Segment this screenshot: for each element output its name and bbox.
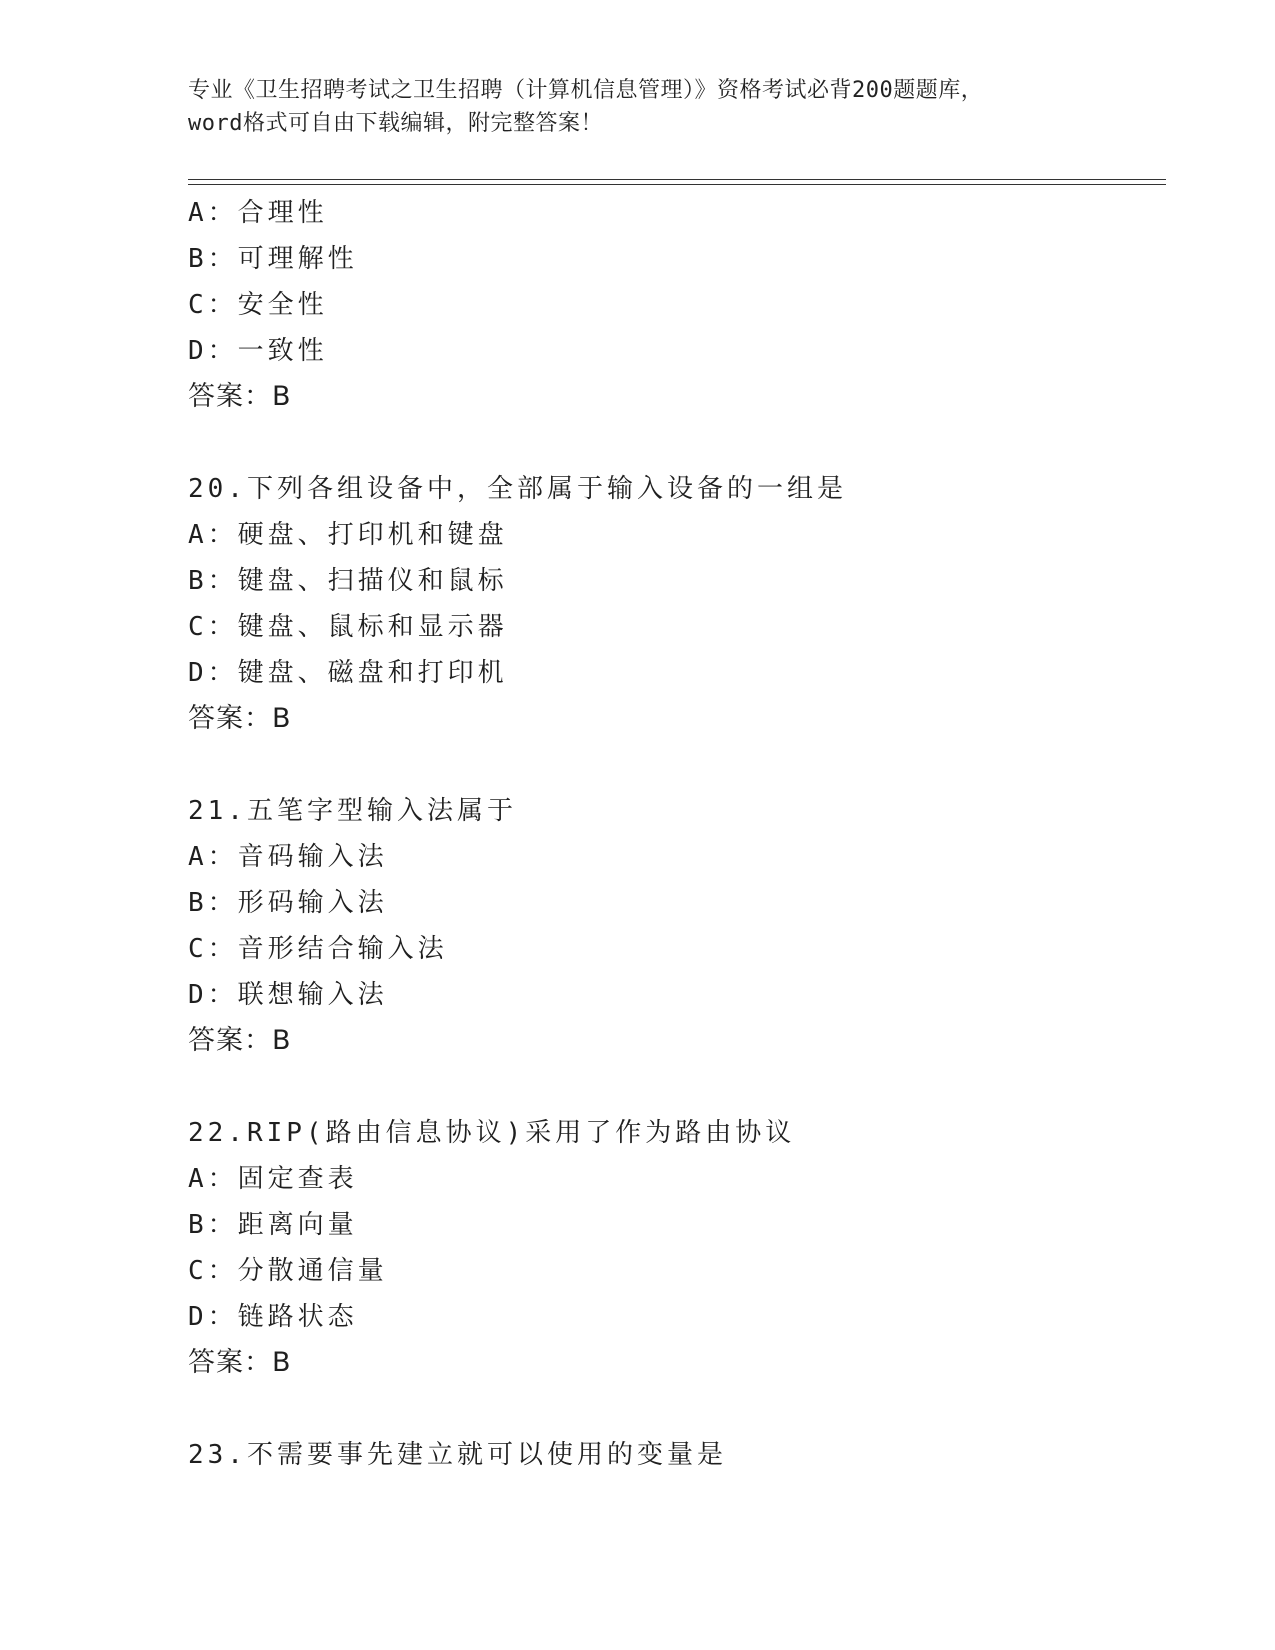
answer-line: 答案：B xyxy=(188,703,292,734)
option-c: C：键盘、鼠标和显示器 xyxy=(188,612,508,642)
option-b: B：距离向量 xyxy=(188,1210,358,1240)
option-d: D：链路状态 xyxy=(188,1302,358,1332)
option-c: C：安全性 xyxy=(188,290,328,320)
question-22: 22.RIP(路由信息协议)采用了作为路由协议 xyxy=(188,1118,796,1148)
block-spacer xyxy=(188,1064,1138,1110)
question-21: 21.五笔字型输入法属于 xyxy=(188,796,517,826)
answer-line: 答案：B xyxy=(188,1025,292,1056)
answer-line: 答案：B xyxy=(188,381,292,412)
document-header xyxy=(188,74,1088,140)
option-b: B：键盘、扫描仪和鼠标 xyxy=(188,566,508,596)
option-b: B：可理解性 xyxy=(188,244,358,274)
option-b: B：形码输入法 xyxy=(188,888,388,918)
block-spacer xyxy=(188,1386,1138,1432)
option-a: A：固定查表 xyxy=(188,1164,358,1194)
header-divider-top xyxy=(188,179,1166,180)
question-list xyxy=(188,190,1138,1478)
header-line-1: 专业《卫生招聘考试之卫生招聘（计算机信息管理）》资格考试必背200题题库， xyxy=(188,78,984,103)
option-a: A：硬盘、打印机和键盘 xyxy=(188,520,508,550)
block-spacer xyxy=(188,742,1138,788)
question-20: 20.下列各组设备中，全部属于输入设备的一组是 xyxy=(188,474,847,504)
option-a: A：音码输入法 xyxy=(188,842,388,872)
block-spacer xyxy=(188,420,1138,466)
option-a: A：合理性 xyxy=(188,198,328,228)
option-c: C：分散通信量 xyxy=(188,1256,388,1286)
option-d: D：键盘、磁盘和打印机 xyxy=(188,658,508,688)
option-d: D：联想输入法 xyxy=(188,980,388,1010)
header-line-2: word格式可自由下载编辑，附完整答案！ xyxy=(188,111,603,136)
header-divider-bottom xyxy=(188,184,1166,185)
answer-line: 答案：B xyxy=(188,1347,292,1378)
option-c: C：音形结合输入法 xyxy=(188,934,448,964)
question-23: 23.不需要事先建立就可以使用的变量是 xyxy=(188,1440,727,1470)
option-d: D：一致性 xyxy=(188,336,328,366)
